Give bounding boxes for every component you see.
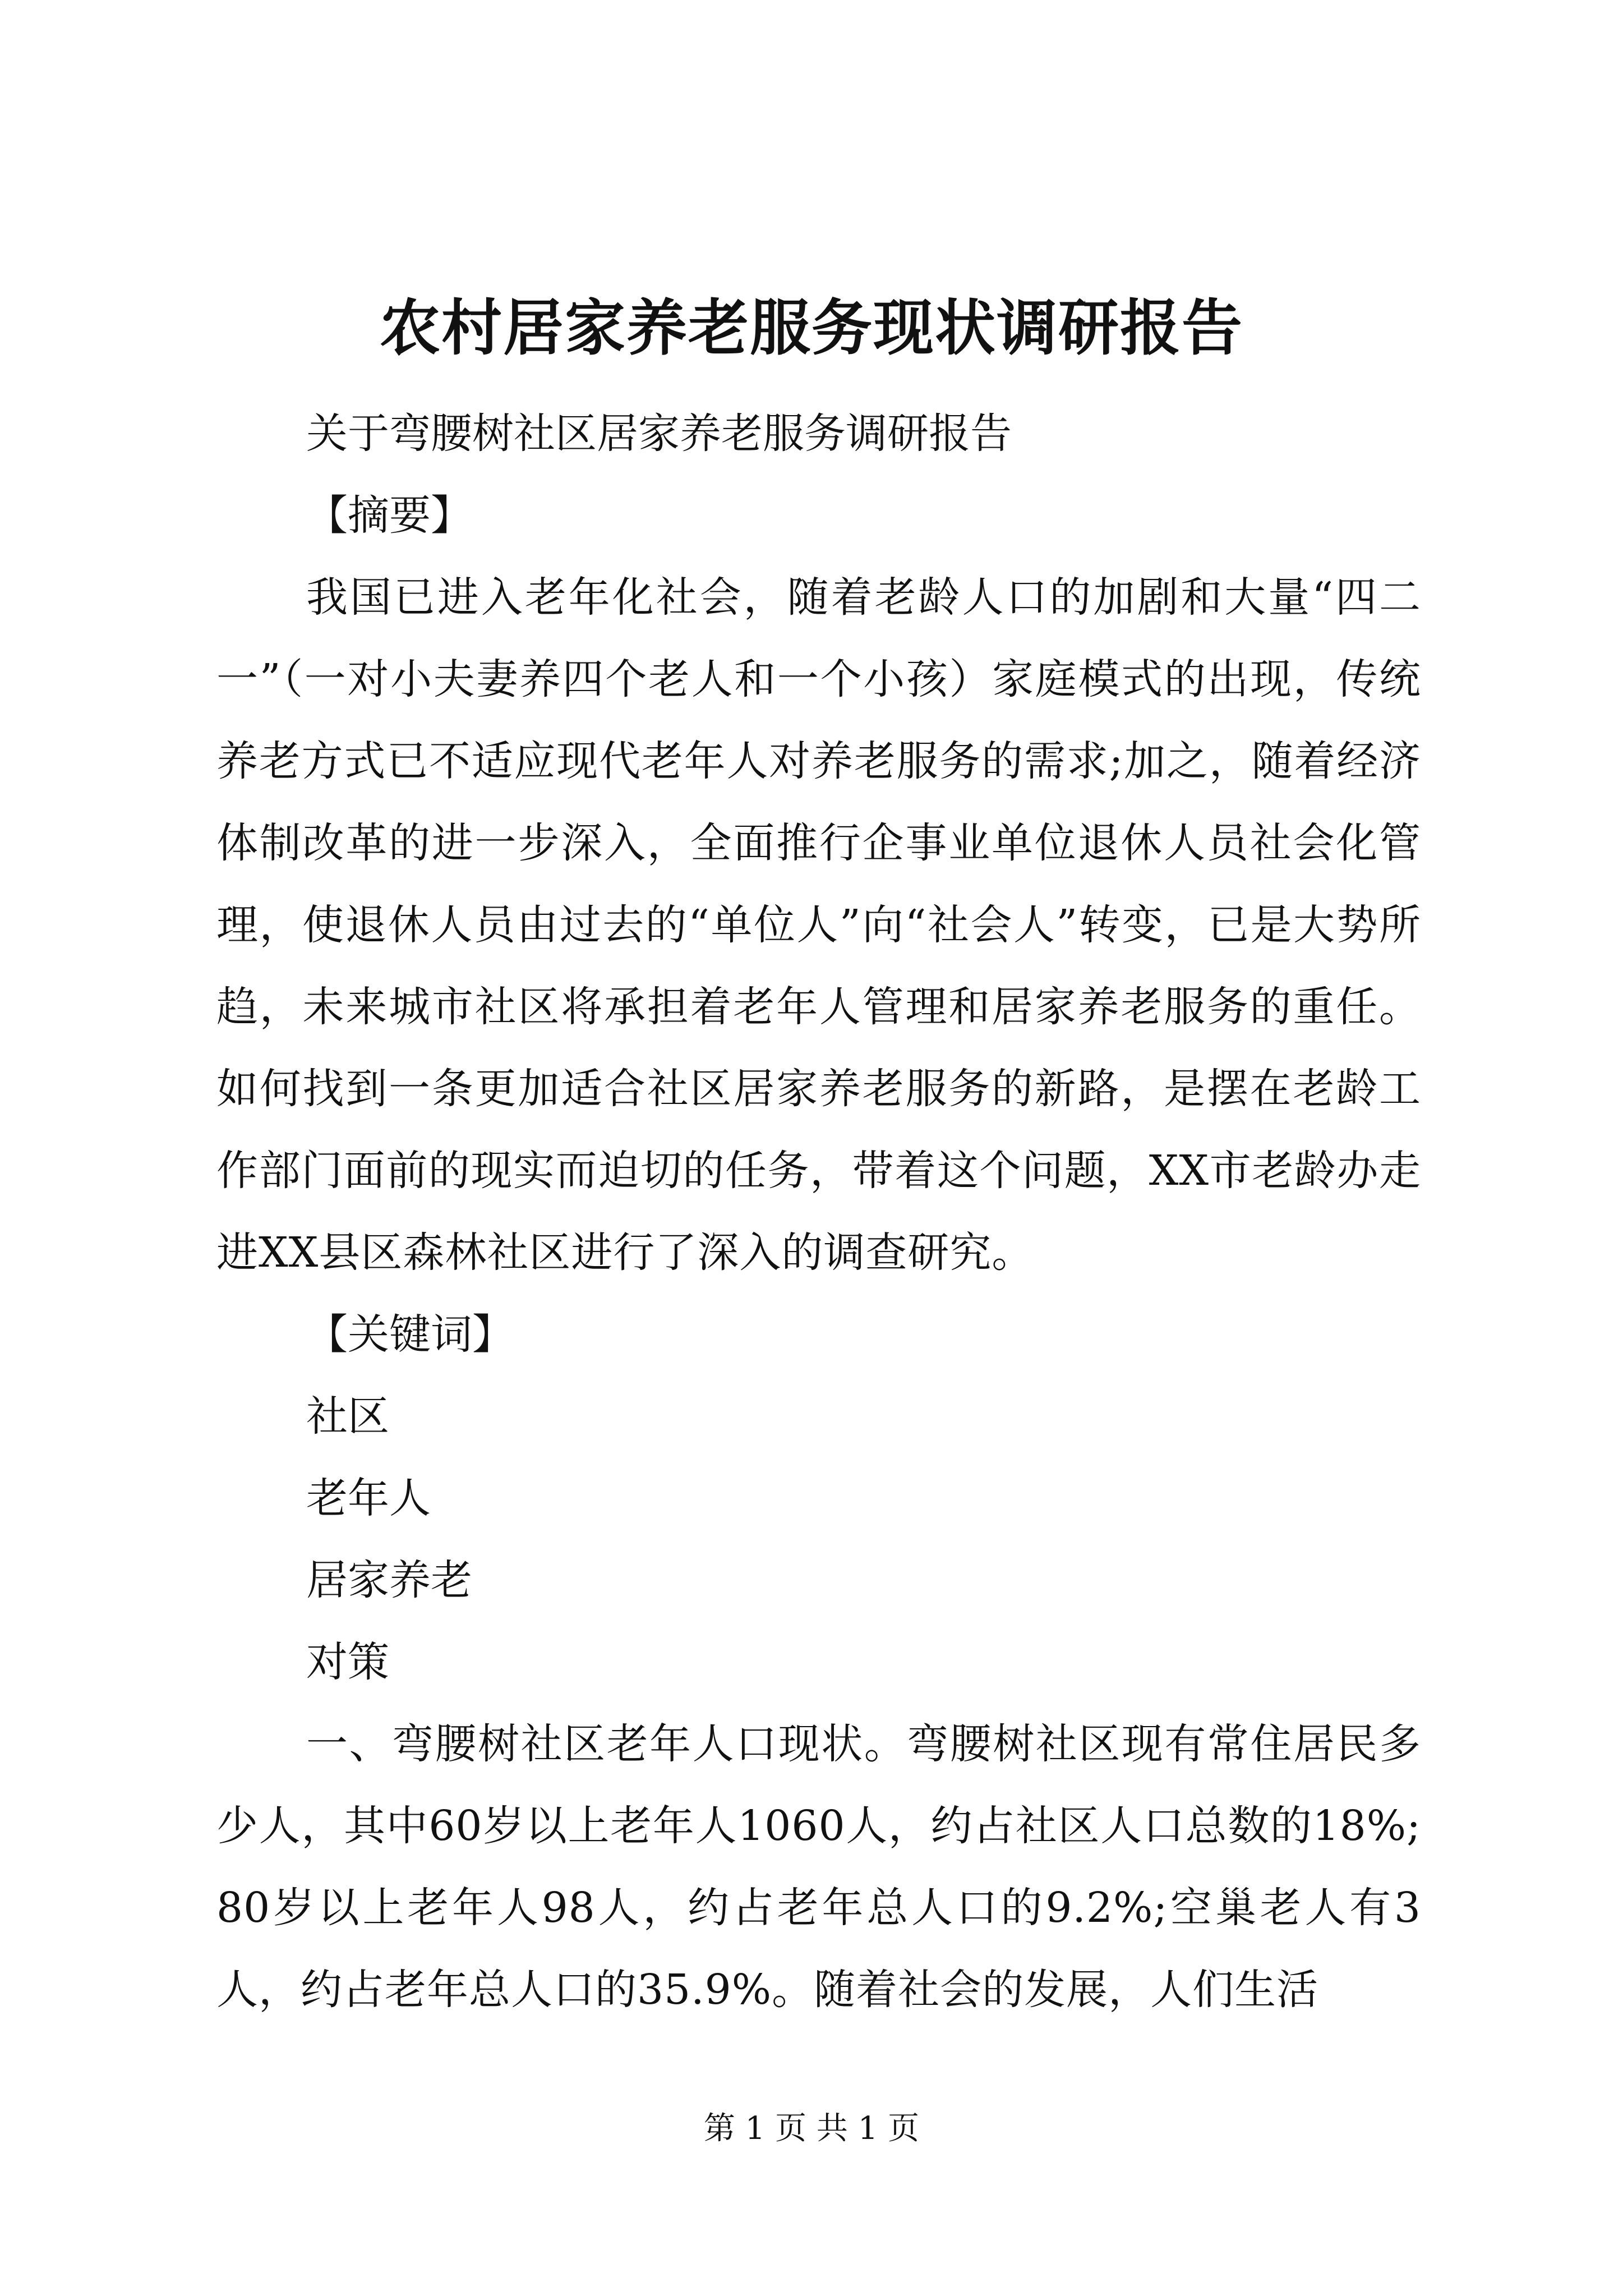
- document-title: 农村居家养老服务现状调研报告: [379, 293, 1243, 364]
- keyword-item: 老年人: [306, 1474, 431, 1522]
- keyword-item: 社区: [306, 1392, 389, 1441]
- document-subtitle: 关于弯腰树社区居家养老服务调研报告: [306, 409, 1012, 458]
- keyword-item: 居家养老: [306, 1556, 472, 1604]
- document-body: [216, 393, 1421, 2031]
- section-1-paragraph: 一、弯腰树社区老年人口现状。弯腰树社区现有常住居民多少人，其中60岁以上老年人1060人，约占社区人口总数的18%;80岁以上老年人98人，约占老年总人口的9.2%;空巢老人有3人，约占老年总人口的35.9%。随着社会的发展，人们生活: [216, 1720, 1421, 2014]
- keyword-item: 对策: [306, 1638, 389, 1686]
- abstract-paragraph: 我国已进入老年化社会，随着老龄人口的加剧和大量“四二一”（一对小夫妻养四个老人和一个小孩）家庭模式的出现，传统养老方式已不适应现代老年人对养老服务的需求;加之，随着经济体制改革的进一步深入，全面推行企事业单位退休人员社会化管理，使退休人员由过去的“单位人”向“社会人”转变，已是大势所趋，未来城市社区将承担着老年人管理和居家养老服务的重任。如何找到一条更加适合社区居家养老服务的新路，是摆在老龄工作部门面前的现实而迫切的任务，带着这个问题，XX市老龄办走进XX县区森林社区进行了深入的调查研究。: [216, 573, 1421, 1277]
- abstract-heading: 【摘要】: [306, 491, 472, 540]
- page-number: 第 1 页 共 1 页: [703, 2110, 920, 2147]
- keywords-heading: 【关键词】: [306, 1310, 514, 1359]
